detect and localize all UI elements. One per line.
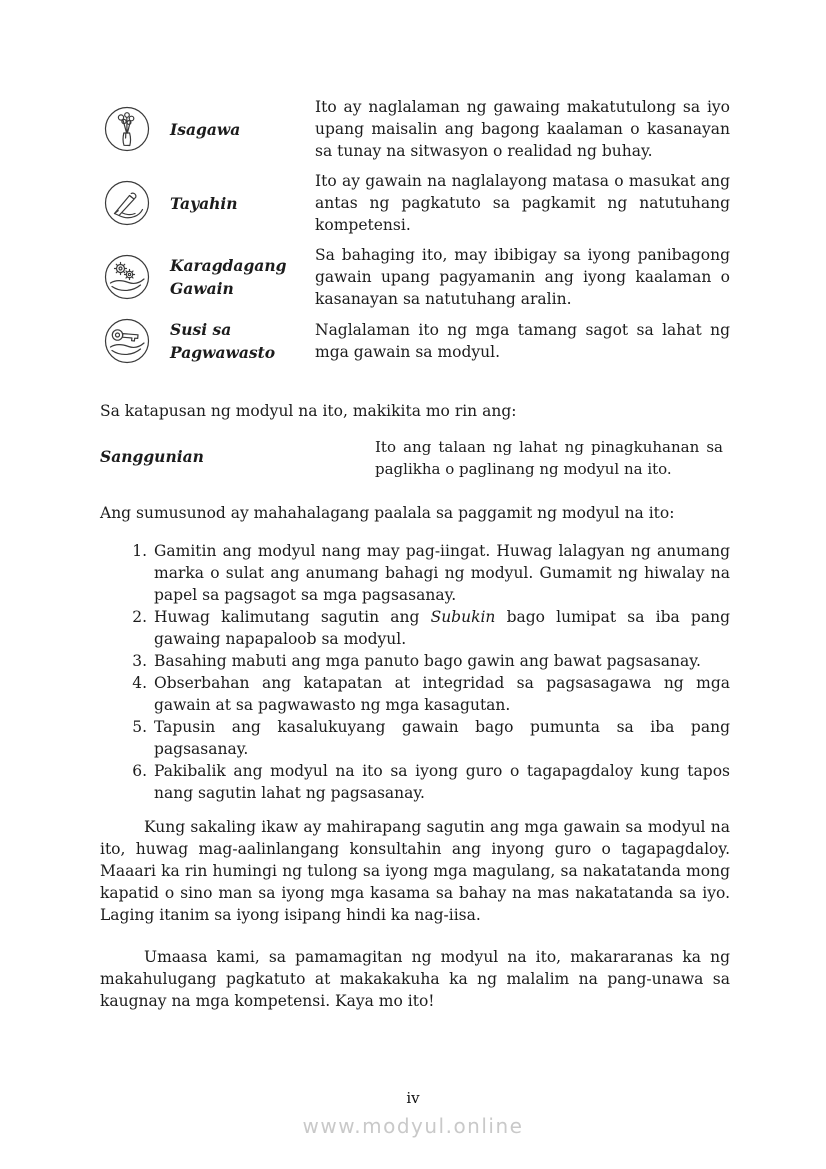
reminder-text: Pakibalik ang modyul na ito sa iyong guro o tagapagdaloy kung tapos nang sagutin lahat ng pagsasanay. bbox=[154, 762, 730, 802]
key-on-hand-icon bbox=[100, 318, 170, 364]
gears-on-hand-icon bbox=[100, 254, 170, 300]
legend-label-isagawa: Isagawa bbox=[170, 119, 241, 139]
sanggunian-label: Sanggunian bbox=[100, 447, 204, 466]
sanggunian-row bbox=[100, 436, 730, 480]
reminder-item bbox=[152, 716, 730, 760]
reminders-intro: Ang sumusunod ay mahahalagang paalala sa paggamit ng modyul na ito: bbox=[100, 504, 675, 522]
legend-desc-isagawa: Ito ay naglalaman ng gawaing makatutulong sa iyo upang maisalin ang bagong kaalaman o kasanayan sa tunay na sitwasyon o realidad ng buhay. bbox=[315, 98, 730, 160]
closing-paragraph-1: Kung sakaling ikaw ay mahirapang sagutin ang mga gawain sa modyul na ito, huwag mag-aalinlangang konsultahin ang inyong guro o tagapagdaloy. Maaari ka rin humingi ng tulong sa iyong mga magulang, sa nakatatanda mong kapatid o sino man sa iyong mga kasama sa bahay na mas nakatatanda sa iyo. Laging itanim sa iyong isipang hindi ka nag-iisa. bbox=[100, 818, 730, 924]
hand-writing-pen-icon bbox=[100, 180, 170, 226]
reminder-item bbox=[152, 760, 730, 804]
legend-desc-susi-sa-pagwawasto: Naglalaman ito ng mga tamang sagot sa lahat ng mga gawain sa modyul. bbox=[315, 321, 730, 361]
legend-desc-karagdagang-gawain: Sa bahaging ito, may ibibigay sa iyong panibagong gawain upang pagyamanin ang iyong kaalaman o kasanayan sa natutuhang aralin. bbox=[315, 246, 730, 308]
legend-label-tayahin: Tayahin bbox=[170, 193, 238, 213]
reminders-list bbox=[100, 540, 730, 804]
legend-row-tayahin bbox=[100, 170, 730, 236]
reminder-text: Basahing mabuti ang mga panuto bago gawin ang bawat pagsasanay. bbox=[154, 652, 701, 670]
reminder-italic-term: Subukin bbox=[430, 608, 496, 626]
reminder-text: Tapusin ang kasalukuyang gawain bago pumunta sa iba pang pagsasanay. bbox=[154, 718, 730, 758]
reminder-text: Obserbahan ang katapatan at integridad sa pagsasagawa ng mga gawain at sa pagwawasto ng mga kasagutan. bbox=[154, 674, 730, 714]
reminder-item bbox=[152, 650, 730, 672]
page-number: iv bbox=[406, 1089, 420, 1107]
closing-note: Sa katapusan ng modyul na ito, makikita mo rin ang: bbox=[100, 402, 517, 420]
legend-desc-tayahin: Ito ay gawain na naglalayong matasa o masukat ang antas ng pagkatuto sa pagkamit ng natutuhang kompetensi. bbox=[315, 172, 730, 234]
hand-holding-flowers-icon bbox=[100, 106, 170, 152]
icon-legend-table bbox=[100, 96, 730, 364]
sanggunian-description: Ito ang talaan ng lahat ng pinagkuhanan sa paglikha o paglinang ng modyul na ito. bbox=[375, 438, 723, 478]
legend-row-karagdagang-gawain bbox=[100, 244, 730, 310]
legend-label-susi-sa-pagwawasto: Susi sa Pagwawasto bbox=[170, 320, 276, 362]
reminder-text: Huwag kalimutang sagutin ang bbox=[154, 608, 431, 626]
reminder-item bbox=[152, 672, 730, 716]
reminder-text: bago lumipat sa iba pang gawaing napapaloob sa modyul. bbox=[154, 608, 730, 648]
reminder-item bbox=[152, 540, 730, 606]
closing-paragraph-2: Umaasa kami, sa pamamagitan ng modyul na ito, makararanas ka ng makahulugang pagkatuto at makakakuha ka ng malalim na pang-unawa sa kaugnay na mga kompetensi. Kaya mo ito! bbox=[100, 948, 730, 1010]
reminder-item bbox=[152, 606, 730, 650]
legend-label-karagdagang-gawain: Karagdagang Gawain bbox=[170, 256, 287, 298]
legend-row-isagawa bbox=[100, 96, 730, 162]
reminder-text: Gamitin ang modyul nang may pag-iingat. Huwag lalagyan ng anumang marka o sulat ang anumang bahagi ng modyul. Gumamit ng hiwalay na papel sa pagsagot sa mga pagsasanay. bbox=[154, 542, 730, 604]
watermark-text: www.modyul.online bbox=[302, 1114, 524, 1138]
legend-row-susi-sa-pagwawasto bbox=[100, 318, 730, 364]
